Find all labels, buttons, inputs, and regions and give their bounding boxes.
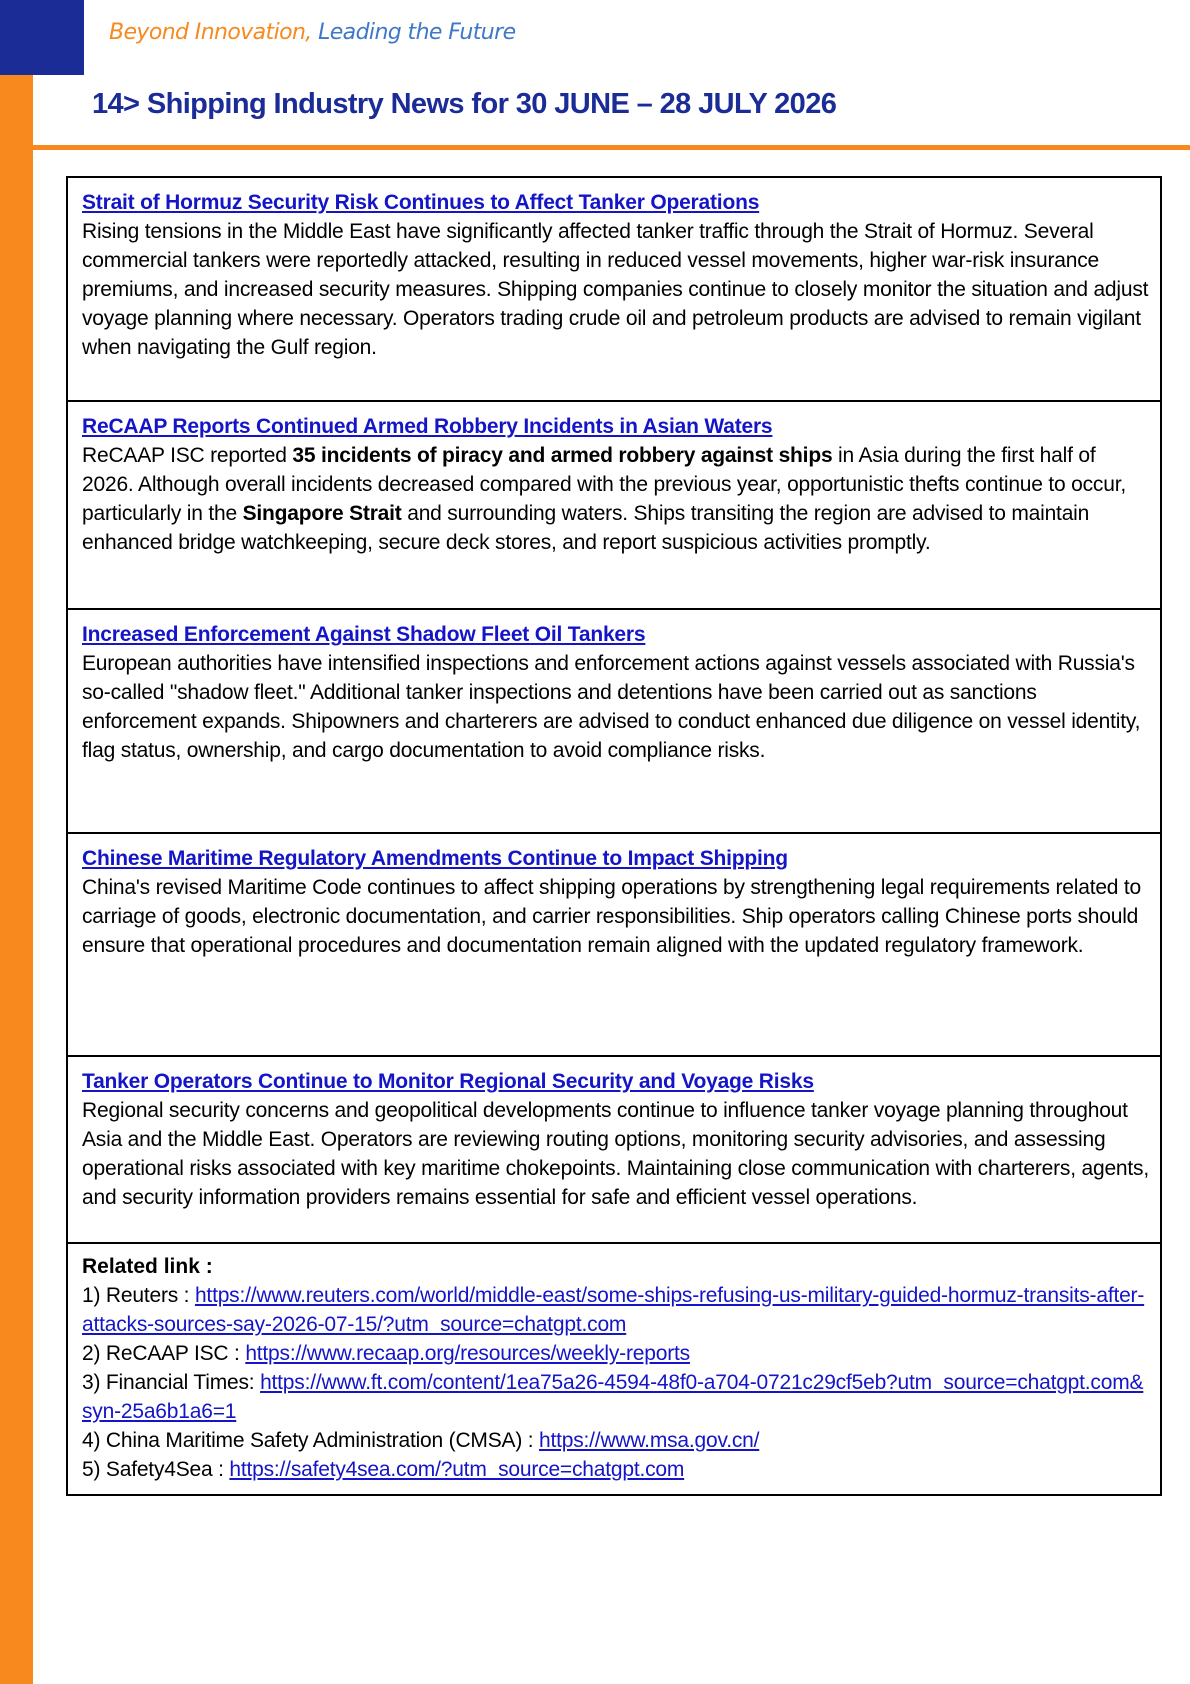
link-label: 4) China Maritime Safety Administration (CMSA) : (82, 1429, 540, 1452)
news-body-text: in Asia during the first half of 2026. Although overall incidents decreased compared with the previous year, opportunistic thefts continue to occur, particularly in the (82, 444, 1126, 525)
news-body-bold: Singapore Strait (242, 502, 402, 525)
left-accent-bar (0, 0, 33, 1684)
news-heading-link[interactable]: ReCAAP Reports Continued Armed Robbery Incidents in Asian Waters (82, 415, 773, 438)
news-item (68, 1057, 1160, 1244)
title-divider (33, 145, 1190, 150)
link-label: 5) Safety4Sea : (82, 1458, 230, 1481)
news-body: China's revised Maritime Code continues to affect shipping operations by strengthening legal requirements related to carriage of goods, electronic documentation, and carrier responsibilities. Ship operators calling Chinese ports should ensure that operational procedures and documentation remain aligned with the updated regulatory framework. (82, 876, 1142, 957)
news-body: Rising tensions in the Middle East have significantly affected tanker traffic through the Strait of Hormuz. Several commercial tankers were reportedly attacked, resulting in reduced vessel movements, higher war-risk insurance premiums, and increased security measures. Shipping companies continue to closely monitor the situation and adjust voyage planning where necessary. Operators trading crude oil and petroleum products are advised to remain vigilant when navigating the Gulf region. (82, 220, 1149, 359)
related-links (68, 1244, 1160, 1494)
news-item (68, 402, 1160, 610)
news-body (82, 441, 1152, 557)
news-body: European authorities have intensified inspections and enforcement actions against vessels associated with Russia's so-called "shadow fleet." Additional tanker inspections and detentions have been carried out as sanctions enforcement expands. Shipowners and charterers are advised to conduct enhanced due diligence on vessel identity, flag status, ownership, and cargo documentation to avoid compliance risks. (82, 652, 1141, 762)
related-link-item (82, 1281, 1152, 1339)
link-label: 3) Financial Times: (82, 1371, 261, 1394)
news-table (66, 176, 1162, 1496)
news-item (68, 610, 1160, 834)
news-body-text: ReCAAP ISC reported (82, 444, 293, 467)
link-url[interactable]: https://www.msa.gov.cn/ (539, 1429, 760, 1452)
news-item (68, 178, 1160, 402)
tagline (109, 20, 516, 45)
news-item (68, 834, 1160, 1057)
link-url[interactable]: https://www.recaap.org/resources/weekly-reports (245, 1342, 690, 1365)
news-heading-link[interactable]: Strait of Hormuz Security Risk Continues to Affect Tanker Operations (82, 191, 760, 214)
tagline-part2: Leading the Future (318, 20, 516, 45)
link-label: 1) Reuters : (82, 1284, 195, 1307)
news-heading-link[interactable]: Increased Enforcement Against Shadow Fleet Oil Tankers (82, 623, 646, 646)
related-link-item (82, 1368, 1152, 1426)
related-link-item (82, 1455, 1152, 1484)
corner-logo-block (0, 0, 84, 75)
news-heading-link[interactable]: Tanker Operators Continue to Monitor Regional Security and Voyage Risks (82, 1070, 814, 1093)
news-heading-link[interactable]: Chinese Maritime Regulatory Amendments Continue to Impact Shipping (82, 847, 788, 870)
link-label: 2) ReCAAP ISC : (82, 1342, 246, 1365)
page-title: 14> Shipping Industry News for 30 JUNE – 28 JULY 2026 (92, 88, 837, 120)
related-links-title: Related link : (82, 1255, 213, 1278)
link-url[interactable]: https://www.ft.com/content/1ea75a26-4594-48f0-a704-0721c29cf5eb?utm_source=chatgpt.com&syn-25a6b1a6=1 (82, 1371, 1144, 1423)
news-body-text: and surrounding waters. Ships transiting the region are advised to maintain enhanced bridge watchkeeping, secure deck stores, and report suspicious activities promptly. (82, 502, 1090, 554)
related-link-item (82, 1339, 1152, 1368)
related-link-item (82, 1426, 1152, 1455)
news-body-bold: 35 incidents of piracy and armed robbery against ships (292, 444, 833, 467)
link-url[interactable]: https://safety4sea.com/?utm_source=chatgpt.com (229, 1458, 685, 1481)
news-body: Regional security concerns and geopolitical developments continue to influence tanker voyage planning throughout Asia and the Middle East. Operators are reviewing routing options, monitoring security advisories, and assessing operational risks associated with key maritime chokepoints. Maintaining close communication with charterers, agents, and security information providers remains essential for safe and efficient vessel operations. (82, 1099, 1149, 1209)
tagline-part1: Beyond Innovation, (109, 20, 312, 45)
link-url[interactable]: https://www.reuters.com/world/middle-east/some-ships-refusing-us-military-guided-hormuz-transits-after-attacks-sources-say-2026-07-15/?utm_source=chatgpt.com (82, 1284, 1145, 1336)
